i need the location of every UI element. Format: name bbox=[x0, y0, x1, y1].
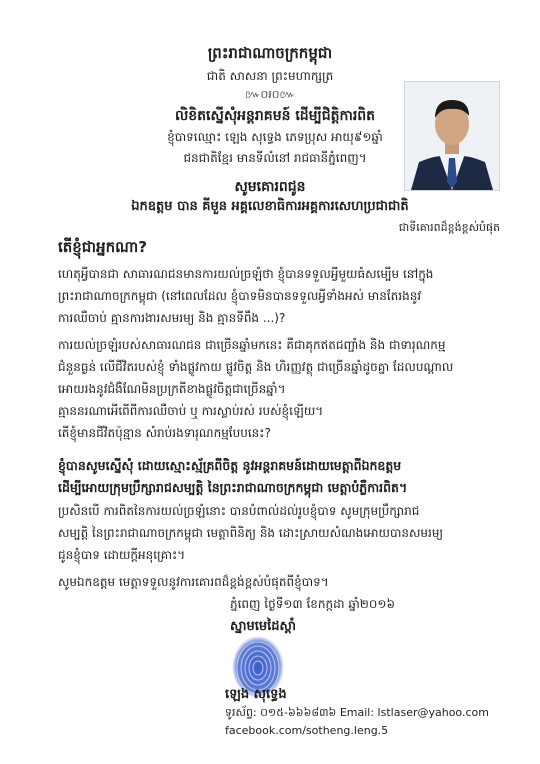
national-motto: ជាតិ សាសនា ព្រះមហាក្សត្រ bbox=[206, 69, 334, 83]
recipient-name: ឯកឧត្តម បាន គីមួន អគ្គលេខាធិការអគ្គការសេហប្រជាជាតិ bbox=[131, 199, 409, 214]
date-line: ភ្នំពេញ ថ្ងៃទី១៣ ខែកក្កដា ឆ្នាំ២០១៦ bbox=[230, 597, 395, 611]
section-heading: តើខ្ញុំជាអ្នកណា? bbox=[58, 238, 147, 256]
paragraph-1 bbox=[58, 263, 498, 329]
signer-name: ឡេង សុទ្ធេង bbox=[225, 687, 287, 702]
intro-line-1: ខ្ញុំបាទឈ្មោះ ឡេង សុទ្ធេង ភេទប្រុស អាយុ៩១ឆ្នាំ bbox=[167, 130, 383, 144]
paragraph-1-line: ហេតុអ្វីបានជា សាធារណជនមានការយល់ច្រឡំថា ខ្ញុំបានទទួលអ្វីមួយធំសម្បើម នៅក្នុង bbox=[58, 267, 434, 281]
kingdom-heading: ព្រះរាជាណាចក្រកម្ពុជា bbox=[207, 44, 333, 62]
request-line: ខ្ញុំបានសូមស្នើសុំ ដោយស្មោះស្ម័គ្រពីចិត្ត នូវអន្តរាគមន៍ដោយមេត្តាពីឯកឧត្តម bbox=[58, 458, 402, 473]
paragraph-1-line: ការឈឺចាប់ គ្មានការងារសមរម្យ និង គ្មានទីពឹង ...)? bbox=[58, 311, 286, 325]
paragraph-3-line: សម្បត្តិ នៃព្រះរាជាណាចក្រកម្ពុជា មេត្តាពិនិត្យ និង ដោះស្រាយសំណងអោយបានសមរម្យ bbox=[58, 526, 444, 540]
paragraph-2-line: ការយល់ច្រឡំរបស់សាធារណជន ជាច្រើនឆ្នាំមកនេះ គឺជាគុកឥតជញ្ជាំង និង ជាទារុណកម្ម bbox=[58, 338, 446, 352]
paragraph-2-line: អោយរងនូវជំងឺណែមិនប្រក្រតីខាងផ្លូវចិត្តជាច្រើនឆ្នាំ។ bbox=[58, 382, 286, 396]
recipient-salutation: សូមគោរពជូន bbox=[234, 179, 306, 195]
paragraph-2-line: តើខ្ញុំមានជីវិតប៉ុន្មាន សំរាប់រងទារុណកម្មបែបនេះ? bbox=[58, 426, 271, 440]
paragraph-2-line: ជំនួនធ្ងន់ លើជីវិតរបស់ខ្ញុំ ទាំងផ្លូវកាយ ផ្លូវចិត្ត និង ហិរញ្ញវត្ថុ ជាច្រើនឆ្នាំដូចគ្នា ដែលបណ្ដាល bbox=[58, 360, 454, 374]
facebook-link[interactable]: facebook.com/sotheng.leng.5 bbox=[225, 724, 389, 737]
contact-line: ទូរស័ព្ទ: ០១៥-៦៦៦៨៣៦ Email: lstlaser@yahoo.com bbox=[225, 706, 489, 719]
paragraph-2 bbox=[58, 334, 498, 444]
signature-title: ស្នាមមេដៃស្ដាំ bbox=[230, 619, 297, 634]
paragraph-1-line: ព្រះរាជាណាចក្រកម្ពុជា (នៅពេលដែល ខ្ញុំបាទមិនបានទទួលអ្វីទាំងអស់ មានតែរងនូវ bbox=[58, 289, 422, 303]
intro-line-2: ជនជាតិខ្មែរ មានទីលំនៅ រាជធានីភ្នំពេញ។ bbox=[183, 151, 367, 165]
request-line: ដើម្បីអោយក្រុមប្រឹក្សារាជសម្បត្តិ នៃព្រះរាជាណាចក្រកម្ពុជា មេត្តាបំភ្លឺការពិត។ bbox=[58, 480, 408, 495]
paragraph-3 bbox=[58, 500, 498, 566]
request-paragraph bbox=[58, 455, 498, 499]
paragraph-2-line: គ្មាននរណាអើពើពីការឈឺចាប់ ឬ ការស្លាប់រស់ របស់ខ្ញុំឡើយ។ bbox=[58, 404, 324, 418]
closing-line: សូមឯកឧត្តម មេត្តាទទួលនូវការគោរពដ៏ខ្ពង់ខ្ពស់បំផុតពីខ្ញុំបាទ។ bbox=[58, 575, 329, 589]
letter-title: លិខិតស្នើសុំអន្តរាគមន៍ ដើម្បីជិត្តិការពិត bbox=[174, 108, 376, 124]
applicant-photo bbox=[404, 81, 500, 191]
recipient-honorific: ជាទីគោរពដ៏ខ្ពង់ខ្ពស់បំផុត bbox=[398, 221, 500, 234]
ornament-divider: ៚០៛០៚ bbox=[244, 88, 296, 101]
paragraph-3-line: ជូនខ្ញុំបាទ ដោយក្ដីអនុគ្រោះ។ bbox=[58, 548, 186, 562]
paragraph-3-line: ប្រសិនបើ ការពិតនៃការយល់ច្រឡំនោះ បានបំពាល់ដល់រូបខ្ញុំបាទ សូមក្រុមប្រឹក្សារាជ bbox=[58, 504, 420, 518]
